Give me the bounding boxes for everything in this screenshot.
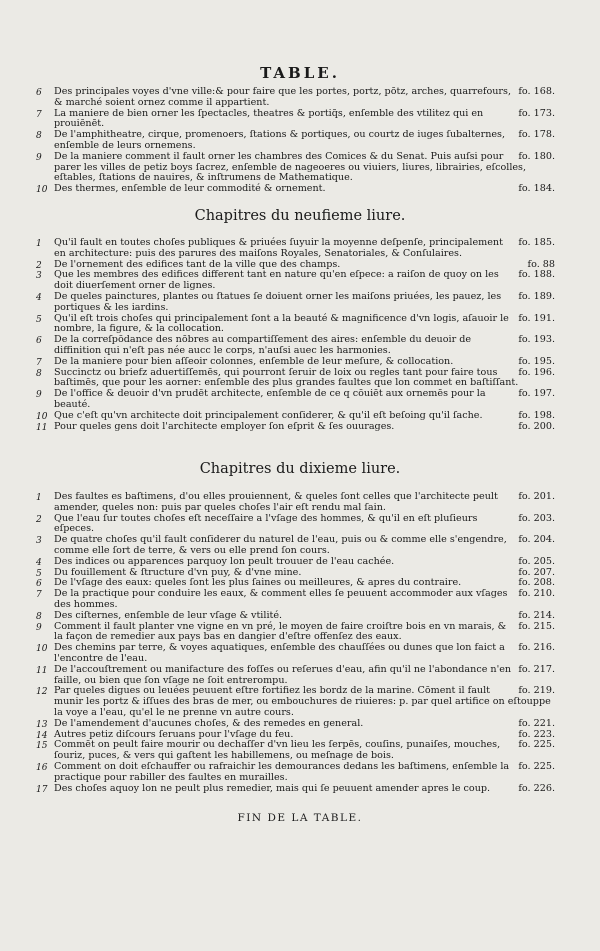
folio-reference: fo. 188. xyxy=(518,269,555,281)
folio-reference: fo. 207. xyxy=(518,566,555,578)
chapter-number: 8 xyxy=(36,368,42,379)
table-entry xyxy=(36,512,555,536)
chapter-number: 8 xyxy=(36,131,42,142)
chapter-number: 2 xyxy=(36,514,42,525)
chapter-title: Des thermes, enſemble de leur commodité & ornement. xyxy=(54,183,326,195)
chapter-title: Par queles digues ou leuées peuuent eſtre fortifiez les bordz de la marine. Cōment il fault munir les portz & iſſues des bras de mer, ou embouchures de riuieres: p. par quel artifice on eſtouppe la voye a l'eau, qu'el le ne prenne vn autre cours. xyxy=(54,685,551,718)
table-entry xyxy=(36,491,555,514)
chapter-number: 8 xyxy=(36,611,42,622)
table-entry xyxy=(36,588,555,611)
table-entry xyxy=(36,760,555,784)
chapter-number: 6 xyxy=(36,88,42,98)
table-entry xyxy=(36,269,555,292)
table-entries-end-of-book-eight xyxy=(36,86,555,196)
chapter-number: 10 xyxy=(36,411,48,422)
folio-reference: fo. 195. xyxy=(518,355,555,367)
folio-reference: fo. 88 xyxy=(527,258,555,270)
chapter-title: De l'accouſtrement ou manifacture des foſſes ou reſerues d'eau, afin qu'il ne l'abondance n'en faille, ou bien que ſon vſage ne ſoit entrerompu. xyxy=(54,663,512,686)
chapter-title: De la correſpōdance des nōbres au compartiſſement des aires: enſemble du deuoir de diffinition qui n'eſt pas née aucc le corps, n'auſsi auec les harmonies. xyxy=(54,334,472,356)
chapter-number: 10 xyxy=(36,185,48,196)
folio-reference: fo. 173. xyxy=(518,107,555,119)
chapter-title: La maniere de bien orner les ſpectacles, theatres & portiq̃s, enſemble des vtilitez qui en prouiēnēt. xyxy=(54,107,484,130)
end-of-table: FIN DE LA TABLE. xyxy=(237,812,363,824)
table-entry xyxy=(36,312,555,336)
chapter-title: Pour queles gens doit l'architecte employer ſon eſprit & ſes ouurages. xyxy=(54,420,395,432)
table-entries-tenth-book xyxy=(36,491,555,795)
folio-reference: fo. 219. xyxy=(518,685,555,697)
chapter-number: 10 xyxy=(36,644,48,655)
chapter-number: 3 xyxy=(36,271,42,282)
chapter-number: 9 xyxy=(36,622,42,633)
table-entry xyxy=(36,237,555,260)
chapter-title: Des chemins par terre, & voyes aquatiques, enſemble des chauſſées ou dunes que lon faict a l'encontre de l'eau. xyxy=(54,642,505,664)
chapter-title: Que l'eau ſur toutes choſes eſt neceſſaire a l'vſage des hommes, & qu'il en eſt pluſieurs eſpeces. xyxy=(54,512,478,535)
chapter-title: De l'vſage des eaux: queles ſont les plus ſaines ou meilleures, & apres du contraire. xyxy=(54,577,462,589)
table-entry xyxy=(36,739,555,762)
chapter-title: De l'ornement des edifices tant de la ville que des champs. xyxy=(54,258,341,270)
folio-reference: fo. 196. xyxy=(518,366,555,378)
table-entry xyxy=(36,290,555,314)
chapter-title: Des indices ou apparences parquoy lon peult trouuer de l'eau cachée. xyxy=(54,555,395,567)
folio-reference: fo. 185. xyxy=(518,237,555,248)
chapter-title: De la maniere pour bien aſſeoir colonnes, enſemble de leur meſure, & collocation. xyxy=(54,355,454,367)
folio-reference: fo. 184. xyxy=(518,183,555,195)
folio-reference: fo. 191. xyxy=(518,312,555,324)
chapter-number: 16 xyxy=(36,762,48,773)
chapter-title: De la maniere comment il fault orner les chambres des Comices & du Senat. Puis auſsi pour parer les villes de petiz boys ſacrez, enſemble de nageoeres ou viuiers, liures, librairies, eſcolles, eſtables, ſtations de nauires, & inſtrumens de Mathematique. xyxy=(54,150,527,184)
folio-reference: fo. 208. xyxy=(518,577,555,589)
table-entry xyxy=(36,107,555,131)
chapter-title: Des choſes aquoy lon ne peult plus remedier, mais qui ſe peuuent amender apres le coup. xyxy=(54,782,491,794)
chapter-number: 14 xyxy=(36,730,48,741)
chapter-title: Succinctz ou briefz aduertiſſemēs, qui pourront ſeruir de loix ou regles tant pour faire tous baſtimēs, que pour les aorner: enſemble des plus grandes faultes que lon commet en baſtiſſant. xyxy=(54,366,519,389)
chapter-number: 9 xyxy=(36,390,42,401)
page-header: TABLE. xyxy=(260,64,340,82)
folio-reference: fo. 178. xyxy=(518,129,555,141)
chapter-number: 12 xyxy=(36,687,48,698)
folio-reference: fo. 204. xyxy=(518,534,555,546)
folio-reference: fo. 203. xyxy=(518,512,555,524)
table-entry xyxy=(36,388,555,411)
chapter-heading-ninth-book: Chapitres du neufieme liure. xyxy=(194,208,406,224)
chapter-title: Que les membres des edifices different tant en nature qu'en eſpece: a raiſon de quoy on les doit diuerſement orner de lignes. xyxy=(54,269,499,292)
folio-reference: fo. 225. xyxy=(518,739,555,751)
chapter-title: Comment on doit eſchauffer ou rafraichir les demourances dedans les baſtimens, enſemble la practique pour rabiller des faultes en murailles. xyxy=(54,760,510,783)
chapter-title: Commēt on peult faire mourir ou dechaſſer d'vn lieu les ſerpēs, couſins, punaiſes, mouches, ſouriz, puces, & vers qui gaſtent les habillemens, ou meſnage de bois. xyxy=(54,739,501,762)
chapter-title: Qu'il fault en toutes choſes publiques & priuées ſuyuir la moyenne deſpenſe, principalement en architecture: puis des parures des maiſons Royales, Senatoriales, & Conſulaires. xyxy=(54,237,503,259)
chapter-title: De l'amendement d'aucunes choſes, & des remedes en general. xyxy=(54,717,364,729)
chapter-title: Autres petiz diſcours ſeruans pour l'vſage du feu. xyxy=(54,728,294,740)
chapter-title: Comment il fault planter vne vigne en vn pré, le moyen de faire croiſtre bois en vn marais, & la façon de remedier aux pays bas en dangier d'eſtre offenſez des eaux. xyxy=(54,620,507,643)
table-entry xyxy=(36,334,555,357)
chapter-title: Que c'eſt qu'vn architecte doit principalement conſiderer, & qu'il eſt beſoing qu'il ſache. xyxy=(54,409,483,421)
chapter-number: 17 xyxy=(36,784,48,795)
chapter-number: 4 xyxy=(36,292,42,303)
chapter-title: De quatre choſes qu'il fault conſiderer du naturel de l'eau, puis ou & comme elle s'engendre, comme elle ſort de terre, & vers ou elle prend ſon cours. xyxy=(54,534,507,556)
folio-reference: fo. 216. xyxy=(518,642,555,654)
folio-reference: fo. 214. xyxy=(518,609,555,621)
chapter-number: 6 xyxy=(36,579,42,590)
chapter-title: De la practique pour conduire les eaux, & comment elles ſe peuuent accommoder aux vſages des hommes. xyxy=(54,588,508,610)
chapter-number: 13 xyxy=(36,719,48,730)
table-entry xyxy=(36,129,555,152)
chapter-number: 11 xyxy=(36,665,48,676)
folio-reference: fo. 225. xyxy=(518,760,555,772)
chapter-number: 7 xyxy=(36,590,42,601)
chapter-number: 15 xyxy=(36,741,48,752)
folio-reference: fo. 198. xyxy=(518,409,555,421)
chapter-number: 5 xyxy=(36,568,42,579)
table-entries-ninth-book xyxy=(36,237,555,433)
table-entry xyxy=(36,534,555,557)
chapter-number: 5 xyxy=(36,314,42,325)
chapter-number: 2 xyxy=(36,260,42,271)
chapter-number: 4 xyxy=(36,557,42,568)
table-entry xyxy=(36,86,555,109)
folio-reference: fo. 200. xyxy=(518,420,555,432)
table-entry xyxy=(36,782,555,795)
chapter-number: 3 xyxy=(36,536,42,547)
folio-reference: fo. 180. xyxy=(518,150,555,162)
chapter-number: 7 xyxy=(36,109,42,120)
chapter-number: 9 xyxy=(36,152,42,163)
table-entry xyxy=(36,685,555,718)
chapter-title: Des ciſternes, enſemble de leur vſage & vtilité. xyxy=(54,609,283,621)
folio-reference: fo. 201. xyxy=(518,491,555,502)
chapter-number: 7 xyxy=(36,357,42,368)
table-entry xyxy=(36,420,555,433)
chapter-title: Des principales voyes d'vne ville:& pour faire que les portes, portz, pōtz, arches, quarrefours, & marché soient ornez comme il appartient. xyxy=(54,86,511,108)
chapter-number: 6 xyxy=(36,336,42,347)
table-entry xyxy=(36,642,555,665)
table-entry xyxy=(36,663,555,687)
folio-reference: fo. 226. xyxy=(518,782,555,794)
chapter-heading-tenth-book: Chapitres du dixieme liure. xyxy=(199,461,401,477)
folio-reference: fo. 223. xyxy=(518,728,555,740)
chapter-title: Du fouillement & ſtructure d'vn puy, & d'vne mine. xyxy=(54,566,302,578)
folio-reference: fo. 210. xyxy=(518,588,555,600)
chapter-title: De l'office & deuoir d'vn prudēt architecte, enſemble de ce q cōuiēt aux ornemēs pour la beauté. xyxy=(54,388,486,410)
chapter-title: Qu'il eſt trois choſes qui principalement ſont a la beauté & magnificence d'vn logis, aſauoir le nombre, la figure, & la collocation. xyxy=(54,312,509,335)
folio-reference: fo. 215. xyxy=(518,620,555,632)
chapter-title: De l'amphitheatre, cirque, promenoers, ſtations & portiques, ou courtz de iuges ſubalternes, enſemble de leurs ornemens. xyxy=(54,129,506,151)
chapter-title: De queles painctures, plantes ou ſtatues ſe doiuent orner les maiſons priuées, les pauez, les portiques & les iardins. xyxy=(54,290,502,313)
table-entry xyxy=(36,366,555,390)
chapter-number: 1 xyxy=(36,493,42,503)
chapter-number: 11 xyxy=(36,422,48,433)
folio-reference: fo. 197. xyxy=(518,388,555,400)
table-entry xyxy=(36,183,555,196)
folio-reference: fo. 217. xyxy=(518,663,555,675)
folio-reference: fo. 193. xyxy=(518,334,555,346)
folio-reference: fo. 205. xyxy=(518,555,555,567)
chapter-title: Des faultes es baſtimens, d'ou elles prouiennent, & queles ſont celles que l'architecte peult amender, queles non: puis par queles choſes l'air eſt rendu mal ſain. xyxy=(54,491,498,513)
chapter-number: 1 xyxy=(36,239,42,249)
folio-reference: fo. 221. xyxy=(518,717,555,729)
folio-reference: fo. 168. xyxy=(518,86,555,97)
table-entry xyxy=(36,150,555,184)
table-entry xyxy=(36,620,555,644)
folio-reference: fo. 189. xyxy=(518,290,555,302)
